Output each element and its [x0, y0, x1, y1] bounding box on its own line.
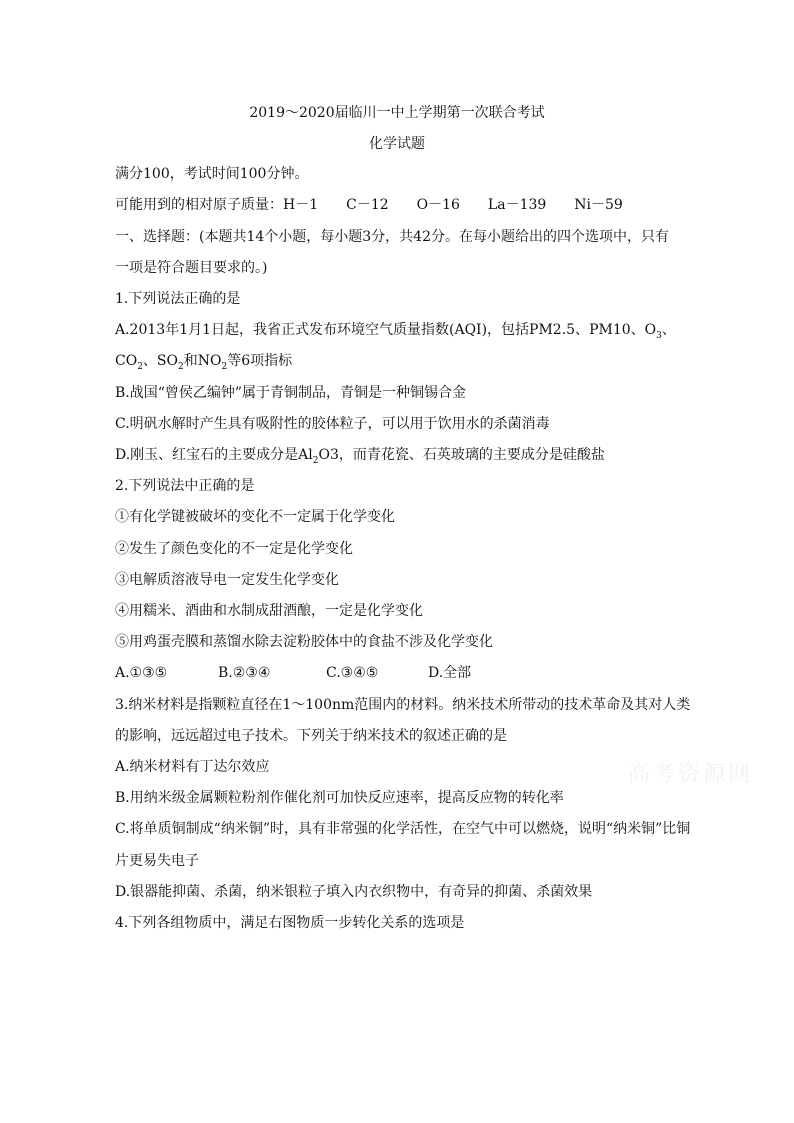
question-3-option-c-cont: 片更易失电子 [115, 853, 199, 869]
score-time-note: 满分100，考试时间100分钟。 [115, 166, 309, 182]
question-1-option-c: C.明矾水解时产生具有吸附性的胶体粒子，可以用于饮用水的杀菌消毒 [115, 416, 550, 432]
question-1-option-b: B.战国“曾侯乙编钟”属于青铜制品，青铜是一种铜锡合金 [115, 385, 467, 401]
section-heading-cont: 一项是符合题目要求的。) [115, 260, 268, 276]
question-2-option-d: D.全部 [428, 665, 472, 681]
question-1-option-a: A.2013年1月1日起，我省正式发布环境空气质量指数(AQI)，包括PM2.5、PM10、$O_3$、 [115, 322, 676, 341]
watermark: 高考资源网 [628, 762, 754, 787]
question-3-option-b: B.用纳米级金属颗粒粉剂作催化剂可加快反应速率，提高反应物的转化率 [115, 790, 564, 806]
section-heading: 一、选择题：(本题共14个小题，每小题3分，共42分。在每小题给出的四个选项中，只有 [115, 229, 669, 245]
question-1-option-d: D.刚玉、红宝石的主要成分是$Al_2O3$，而青花瓷、石英玻璃的主要成分是硅酸盐 [115, 447, 605, 466]
question-2-statement-3: ③电解质溶液导电一定发生化学变化 [115, 572, 339, 588]
question-4-stem: 4.下列各组物质中，满足右图物质一步转化关系的选项是 [115, 915, 465, 931]
question-2-stem: 2.下列说法中正确的是 [115, 478, 255, 494]
question-1-option-a-cont: $CO_2$、$SO_2$和$NO_2$等6项指标 [115, 353, 293, 372]
question-3-option-a: A.纳米材料有丁达尔效应 [115, 759, 270, 775]
question-2-statement-2: ②发生了颜色变化的不一定是化学变化 [115, 541, 353, 557]
atomic-mass-note: 可能用到的相对原子质量：H－1 C－12 O－16 La－139 Ni－59 [115, 197, 623, 213]
question-2-statement-1: ①有化学键被破坏的变化不一定属于化学变化 [115, 509, 395, 525]
question-3-option-d: D.银器能抑菌、杀菌，纳米银粒子填入内衣织物中，有奇异的抑菌、杀菌效果 [115, 884, 593, 900]
question-2-statement-5: ⑤用鸡蛋壳膜和蒸馏水除去淀粉胶体中的食盐不涉及化学变化 [115, 634, 493, 650]
question-2-statement-4: ④用糯米、酒曲和水制成甜酒酿，一定是化学变化 [115, 603, 423, 619]
exam-title: 2019～2020届临川一中上学期第一次联合考试 [249, 105, 545, 121]
question-3-option-c: C.将单质铜制成“纳米铜”时，具有非常强的化学活性，在空气中可以燃烧，说明“纳米铜”比铜 [115, 821, 691, 837]
question-2-option-c: C.③④⑤ [326, 665, 379, 681]
question-1-stem: 1.下列说法正确的是 [115, 291, 241, 307]
question-2-option-b: B.②③④ [218, 665, 271, 681]
question-2-option-a: A.①③⑤ [115, 665, 168, 681]
question-3-stem: 3.纳米材料是指颗粒直径在1～100nm范围内的材料。纳米技术所带动的技术革命及其对人类 [115, 697, 691, 713]
question-3-stem-cont: 的影响，远远超过电子技术。下列关于纳米技术的叙述正确的是 [115, 728, 507, 744]
exam-subtitle: 化学试题 [369, 136, 425, 152]
